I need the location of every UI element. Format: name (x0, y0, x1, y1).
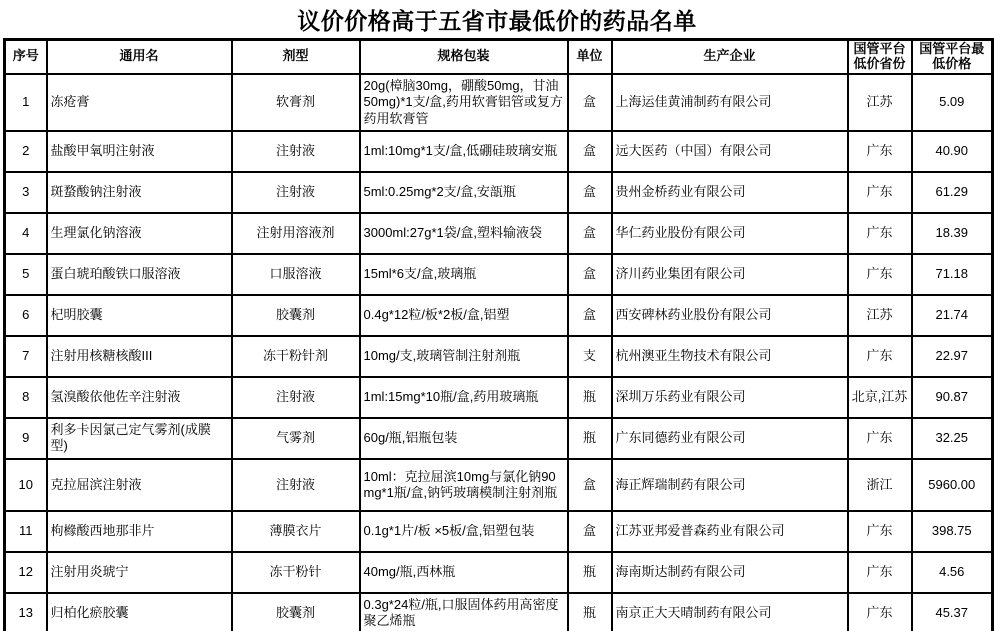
cell-generic-name: 利多卡因氯己定气雾剂(成膜型) (47, 418, 232, 459)
cell-dosage-form: 胶囊剂 (232, 593, 360, 631)
page-title: 议价价格高于五省市最低价的药品名单 (297, 8, 697, 34)
table-row (5, 74, 993, 131)
header-spec-packaging: 规格包装 (360, 40, 568, 74)
cell-serial-number: 2 (5, 131, 47, 172)
table-row (5, 418, 993, 459)
cell-dosage-form: 注射液 (232, 131, 360, 172)
cell-lowest-price: 4.56 (912, 552, 993, 593)
header-serial-number: 序号 (5, 40, 47, 74)
cell-dosage-form: 注射液 (232, 459, 360, 511)
table-row (5, 377, 993, 418)
cell-manufacturer: 深圳万乐药业有限公司 (612, 377, 848, 418)
header-unit: 单位 (568, 40, 612, 74)
cell-unit: 瓶 (568, 593, 612, 631)
cell-low-price-province: 广东 (848, 418, 912, 459)
cell-serial-number: 3 (5, 172, 47, 213)
header-row (5, 40, 993, 74)
cell-low-price-province: 浙江 (848, 459, 912, 511)
cell-serial-number: 7 (5, 336, 47, 377)
cell-manufacturer: 海南斯达制药有限公司 (612, 552, 848, 593)
cell-lowest-price: 22.97 (912, 336, 993, 377)
cell-unit: 盒 (568, 213, 612, 254)
cell-low-price-province: 北京,江苏 (848, 377, 912, 418)
cell-manufacturer: 远大医药（中国）有限公司 (612, 131, 848, 172)
header-manufacturer: 生产企业 (612, 40, 848, 74)
cell-generic-name: 杞明胶囊 (47, 295, 232, 336)
cell-serial-number: 13 (5, 593, 47, 631)
cell-low-price-province: 广东 (848, 213, 912, 254)
cell-dosage-form: 冻干粉针 (232, 552, 360, 593)
cell-generic-name: 冻疮膏 (47, 74, 232, 131)
cell-dosage-form: 注射液 (232, 172, 360, 213)
cell-generic-name: 蛋白琥珀酸铁口服溶液 (47, 254, 232, 295)
cell-manufacturer: 江苏亚邦爱普森药业有限公司 (612, 511, 848, 552)
cell-spec-packaging: 40mg/瓶,西林瓶 (360, 552, 568, 593)
cell-lowest-price: 18.39 (912, 213, 993, 254)
cell-unit: 盒 (568, 74, 612, 131)
drug-price-table (3, 38, 994, 631)
cell-lowest-price: 32.25 (912, 418, 993, 459)
table-body (5, 74, 993, 631)
cell-spec-packaging: 0.1g*1片/板 ×5板/盒,铝塑包装 (360, 511, 568, 552)
cell-spec-packaging: 0.4g*12粒/板*2板/盒,铝塑 (360, 295, 568, 336)
cell-lowest-price: 45.37 (912, 593, 993, 631)
cell-dosage-form: 注射用溶液剂 (232, 213, 360, 254)
cell-manufacturer: 杭州澳亚生物技术有限公司 (612, 336, 848, 377)
cell-unit: 盒 (568, 172, 612, 213)
cell-generic-name: 盐酸甲氧明注射液 (47, 131, 232, 172)
cell-lowest-price: 40.90 (912, 131, 993, 172)
cell-dosage-form: 薄膜衣片 (232, 511, 360, 552)
cell-serial-number: 5 (5, 254, 47, 295)
table-row (5, 511, 993, 552)
header-dosage-form: 剂型 (232, 40, 360, 74)
cell-serial-number: 11 (5, 511, 47, 552)
cell-low-price-province: 广东 (848, 254, 912, 295)
cell-unit: 盒 (568, 254, 612, 295)
table-header (5, 40, 993, 74)
cell-unit: 盒 (568, 459, 612, 511)
cell-low-price-province: 广东 (848, 593, 912, 631)
cell-dosage-form: 气雾剂 (232, 418, 360, 459)
cell-generic-name: 斑蝥酸钠注射液 (47, 172, 232, 213)
cell-serial-number: 1 (5, 74, 47, 131)
cell-low-price-province: 广东 (848, 172, 912, 213)
cell-serial-number: 12 (5, 552, 47, 593)
table-row (5, 172, 993, 213)
cell-dosage-form: 口服溶液 (232, 254, 360, 295)
table-row (5, 213, 993, 254)
cell-spec-packaging: 0.3g*24粒/瓶,口服固体药用高密度聚乙烯瓶 (360, 593, 568, 631)
table-row (5, 254, 993, 295)
cell-generic-name: 归柏化瘀胶囊 (47, 593, 232, 631)
cell-low-price-province: 广东 (848, 511, 912, 552)
table-row (5, 593, 993, 631)
cell-manufacturer: 华仁药业股份有限公司 (612, 213, 848, 254)
cell-low-price-province: 广东 (848, 336, 912, 377)
cell-spec-packaging: 10mg/支,玻璃管制注射剂瓶 (360, 336, 568, 377)
cell-generic-name: 注射用炎琥宁 (47, 552, 232, 593)
table-row (5, 295, 993, 336)
table-row (5, 336, 993, 377)
cell-lowest-price: 90.87 (912, 377, 993, 418)
cell-spec-packaging: 3000ml:27g*1袋/盒,塑料输液袋 (360, 213, 568, 254)
cell-generic-name: 注射用核糖核酸III (47, 336, 232, 377)
cell-low-price-province: 广东 (848, 131, 912, 172)
cell-spec-packaging: 5ml:0.25mg*2支/盒,安瓿瓶 (360, 172, 568, 213)
cell-unit: 盒 (568, 511, 612, 552)
cell-manufacturer: 南京正大天晴制药有限公司 (612, 593, 848, 631)
cell-dosage-form: 冻干粉针剂 (232, 336, 360, 377)
cell-serial-number: 10 (5, 459, 47, 511)
cell-low-price-province: 江苏 (848, 295, 912, 336)
cell-unit: 瓶 (568, 552, 612, 593)
cell-generic-name: 枸橼酸西地那非片 (47, 511, 232, 552)
header-generic-name: 通用名 (47, 40, 232, 74)
cell-spec-packaging: 20g(樟脑30mg，硼酸50mg，甘油50mg)*1支/盒,药用软膏铝管或复方药用软膏管 (360, 74, 568, 131)
cell-serial-number: 8 (5, 377, 47, 418)
cell-serial-number: 6 (5, 295, 47, 336)
cell-manufacturer: 贵州金桥药业有限公司 (612, 172, 848, 213)
cell-spec-packaging: 60g/瓶,铝瓶包装 (360, 418, 568, 459)
cell-lowest-price: 61.29 (912, 172, 993, 213)
cell-serial-number: 4 (5, 213, 47, 254)
cell-unit: 支 (568, 336, 612, 377)
cell-lowest-price: 398.75 (912, 511, 993, 552)
header-lowest-price: 国管平台最低价格 (912, 40, 993, 74)
cell-low-price-province: 广东 (848, 552, 912, 593)
cell-lowest-price: 5960.00 (912, 459, 993, 511)
table-row (5, 459, 993, 511)
cell-manufacturer: 广东同德药业有限公司 (612, 418, 848, 459)
cell-spec-packaging: 10ml：克拉屈滨10mg与氯化钠90mg*1瓶/盒,钠钙玻璃模制注射剂瓶 (360, 459, 568, 511)
cell-generic-name: 克拉屈滨注射液 (47, 459, 232, 511)
header-low-price-province: 国管平台低价省份 (848, 40, 912, 74)
cell-unit: 瓶 (568, 418, 612, 459)
cell-unit: 瓶 (568, 377, 612, 418)
cell-unit: 盒 (568, 131, 612, 172)
cell-lowest-price: 21.74 (912, 295, 993, 336)
table-row (5, 131, 993, 172)
cell-low-price-province: 江苏 (848, 74, 912, 131)
table-row (5, 552, 993, 593)
cell-spec-packaging: 1ml:15mg*10瓶/盒,药用玻璃瓶 (360, 377, 568, 418)
cell-manufacturer: 海正辉瑞制药有限公司 (612, 459, 848, 511)
cell-dosage-form: 软膏剂 (232, 74, 360, 131)
cell-manufacturer: 西安碑林药业股份有限公司 (612, 295, 848, 336)
cell-manufacturer: 上海运佳黄浦制药有限公司 (612, 74, 848, 131)
cell-lowest-price: 5.09 (912, 74, 993, 131)
cell-lowest-price: 71.18 (912, 254, 993, 295)
cell-dosage-form: 注射液 (232, 377, 360, 418)
cell-generic-name: 生理氯化钠溶液 (47, 213, 232, 254)
cell-dosage-form: 胶囊剂 (232, 295, 360, 336)
cell-manufacturer: 济川药业集团有限公司 (612, 254, 848, 295)
cell-unit: 盒 (568, 295, 612, 336)
cell-spec-packaging: 1ml:10mg*1支/盒,低硼硅玻璃安瓶 (360, 131, 568, 172)
cell-generic-name: 氢溴酸依他佐辛注射液 (47, 377, 232, 418)
cell-serial-number: 9 (5, 418, 47, 459)
cell-spec-packaging: 15ml*6支/盒,玻璃瓶 (360, 254, 568, 295)
